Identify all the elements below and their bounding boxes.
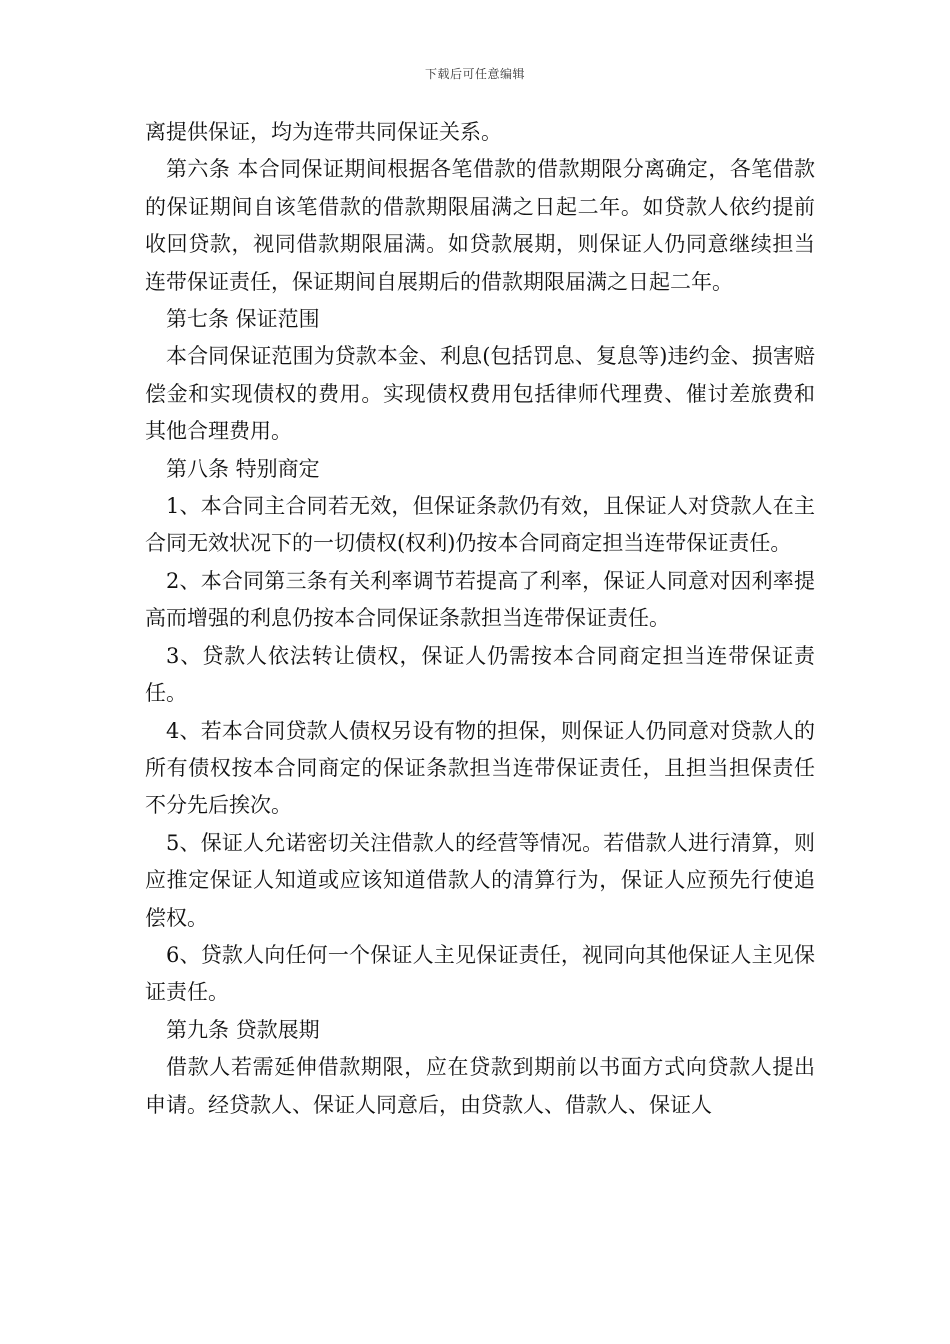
article-9-paragraph: 借款人若需延伸借款期限，应在贷款到期前以书面方式向贷款人提出申请。经贷款人、保证人同意后，由贷款人、借款人、保证人 [145,1055,815,1117]
paragraph-continuation: 离提供保证，均为连带共同保证关系。 [145,120,502,144]
article-6-paragraph: 第六条 本合同保证期间根据各笔借款的借款期限分离确定，各笔借款的保证期间自该笔借款的借款期限届满之日起二年。如贷款人依约提前收回贷款，视同借款期限届满。如贷款展期，则保证人仍同意继续担当连带保证责任，保证期间自展期后的借款期限届满之日起二年。 [145,157,815,294]
article-8-heading: 第八条 特别商定 [166,456,320,481]
article-8-clause-1: 1、本合同主合同若无效，但保证条款仍有效，且保证人对贷款人在主合同无效状况下的一切债权(权利)仍按本合同商定担当连带保证责任。 [145,494,815,556]
page-header: 下载后可任意编辑 [424,67,525,81]
article-7-paragraph: 本合同保证范围为贷款本金、利息(包括罚息、复息等)违约金、损害赔偿金和实现债权的费用。实现债权费用包括律师代理费、催讨差旅费和其他合理费用。 [145,344,815,444]
article-8-clause-5: 5、保证人允诺密切关注借款人的经营等情况。若借款人进行清算，则应推定保证人知道或应该知道借款人的清算行为，保证人应预先行使追偿权。 [145,830,815,930]
article-8-clause-3: 3、贷款人依法转让债权，保证人仍需按本合同商定担当连带保证责任。 [145,643,815,706]
article-7-heading: 第七条 保证范围 [166,307,320,332]
document-body [145,114,815,1124]
article-8-clause-2: 2、本合同第三条有关利率调节若提高了利率，保证人同意对因利率提高而增强的利息仍按本合同保证条款担当连带保证责任。 [145,568,815,631]
article-9-heading: 第九条 贷款展期 [166,1017,320,1042]
article-8-clause-6: 6、贷款人向任何一个保证人主见保证责任，视同向其他保证人主见保证责任。 [145,942,815,1005]
article-8-clause-4: 4、若本合同贷款人债权另设有物的担保，则保证人仍同意对贷款人的所有债权按本合同商定的保证条款担当连带保证责任，且担当担保责任不分先后挨次。 [145,718,815,818]
